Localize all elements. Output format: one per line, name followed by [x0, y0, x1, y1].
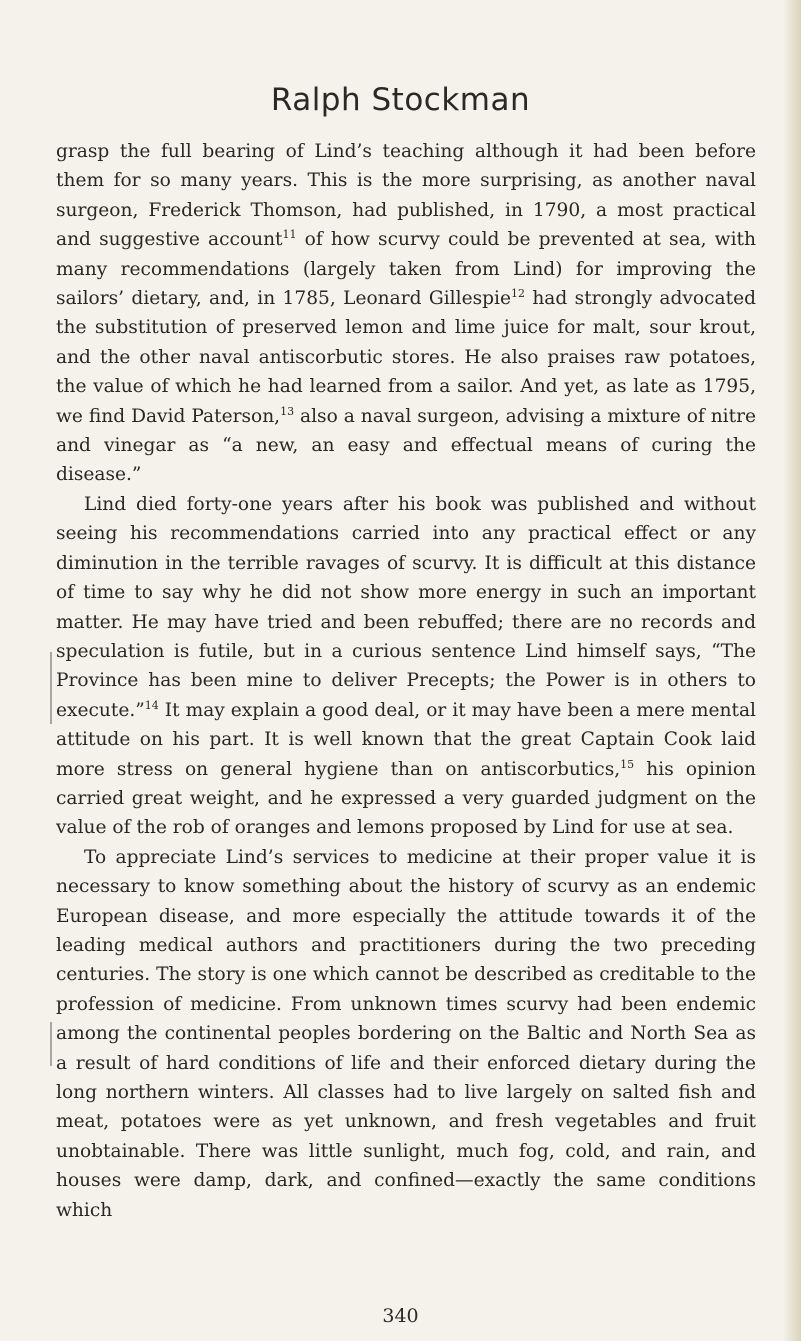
margin-mark-upper: [50, 652, 52, 724]
paragraph-1-text-b: of how scurvy could be prevented at sea, with many recommendations (largely taken from Lind) for improving the sailors’ dietary, and, in 1785, Leonard Gillespie: [56, 229, 756, 310]
paragraph-1-text-d: also a naval surgeon, advising a mixture of nitre and vinegar as “a new, an easy and effectual means of curing the disease.”: [56, 405, 756, 486]
paragraph-1-text-a: grasp the full bearing of Lind’s teaching although it had been before them for so many years. This is the more surprising, as another naval surgeon, Frederick Thomson, had published, in 1790, a most practical and suggestive account: [56, 141, 756, 251]
page-edge-shadow: [783, 0, 801, 1341]
paragraph-1: [56, 137, 756, 490]
paragraph-3: [56, 843, 756, 1225]
margin-mark-lower: [50, 1022, 52, 1066]
paragraph-2: [56, 490, 756, 843]
paragraph-1-text-c: had strongly advocated the substitution of preserved lemon and lime juice for malt, sour krout, and the other naval antiscorbutic stores. He also praises raw potatoes, the value of which he had learned from a sailor. And yet, as late as 1795, we find David Paterson,: [56, 288, 756, 427]
footnote-ref-13: 13: [280, 404, 295, 418]
body-text: [56, 137, 756, 1225]
page-number: 340: [382, 1305, 419, 1327]
paragraph-2-text-c: his opinion carried great weight, and he expressed a very guarded judgment on the value of the rob of oranges and lemons proposed by Lind for use at sea.: [56, 758, 757, 839]
paragraph-3-text: To appreciate Lind’s services to medicine at their proper value it is necessary to know something about the history of scurvy as an endemic European disease, and more especially the attitude towards it of the leading medical authors and practitioners during the two preceding centuries. The story is one which cannot be described as creditable to the profession of medicine. From unknown times scurvy had been endemic among the continental peoples bordering on the Baltic and North Sea as a result of hard conditions of life and their enforced dietary during the long northern winters. All classes had to live largely on salted fish and meat, potatoes were as yet unknown, and fresh vegetables and fruit unobtainable. There was little sunlight, much fog, cold, and rain, and houses were damp, dark, and confined—exactly the same conditions which: [56, 846, 756, 1221]
running-header: Ralph Stockman: [270, 82, 531, 118]
paragraph-2-text-a: Lind died forty-one years after his book was published and without seeing his recommendations carried into any practical effect or any diminution in the terrible ravages of scurvy. It is difficult at this distance of time to say why he did not show more energy in such an important matter. He may have tried and been rebuffed; there are no records and speculation is futile, but in a curious sentence Lind himself says, “The Province has been mine to deliver Precepts; the Power is in others to execute.”: [56, 493, 756, 721]
footnote-ref-14: 14: [144, 698, 159, 712]
footnote-ref-15: 15: [620, 757, 635, 771]
paragraph-2-text-b: It may explain a good deal, or it may have been a mere mental attitude on his part. It is well known that the great Captain Cook laid more stress on general hygiene than on antiscorbutics,: [56, 699, 756, 780]
footnote-ref-11: 11: [282, 228, 297, 242]
footnote-ref-12: 12: [510, 287, 525, 301]
